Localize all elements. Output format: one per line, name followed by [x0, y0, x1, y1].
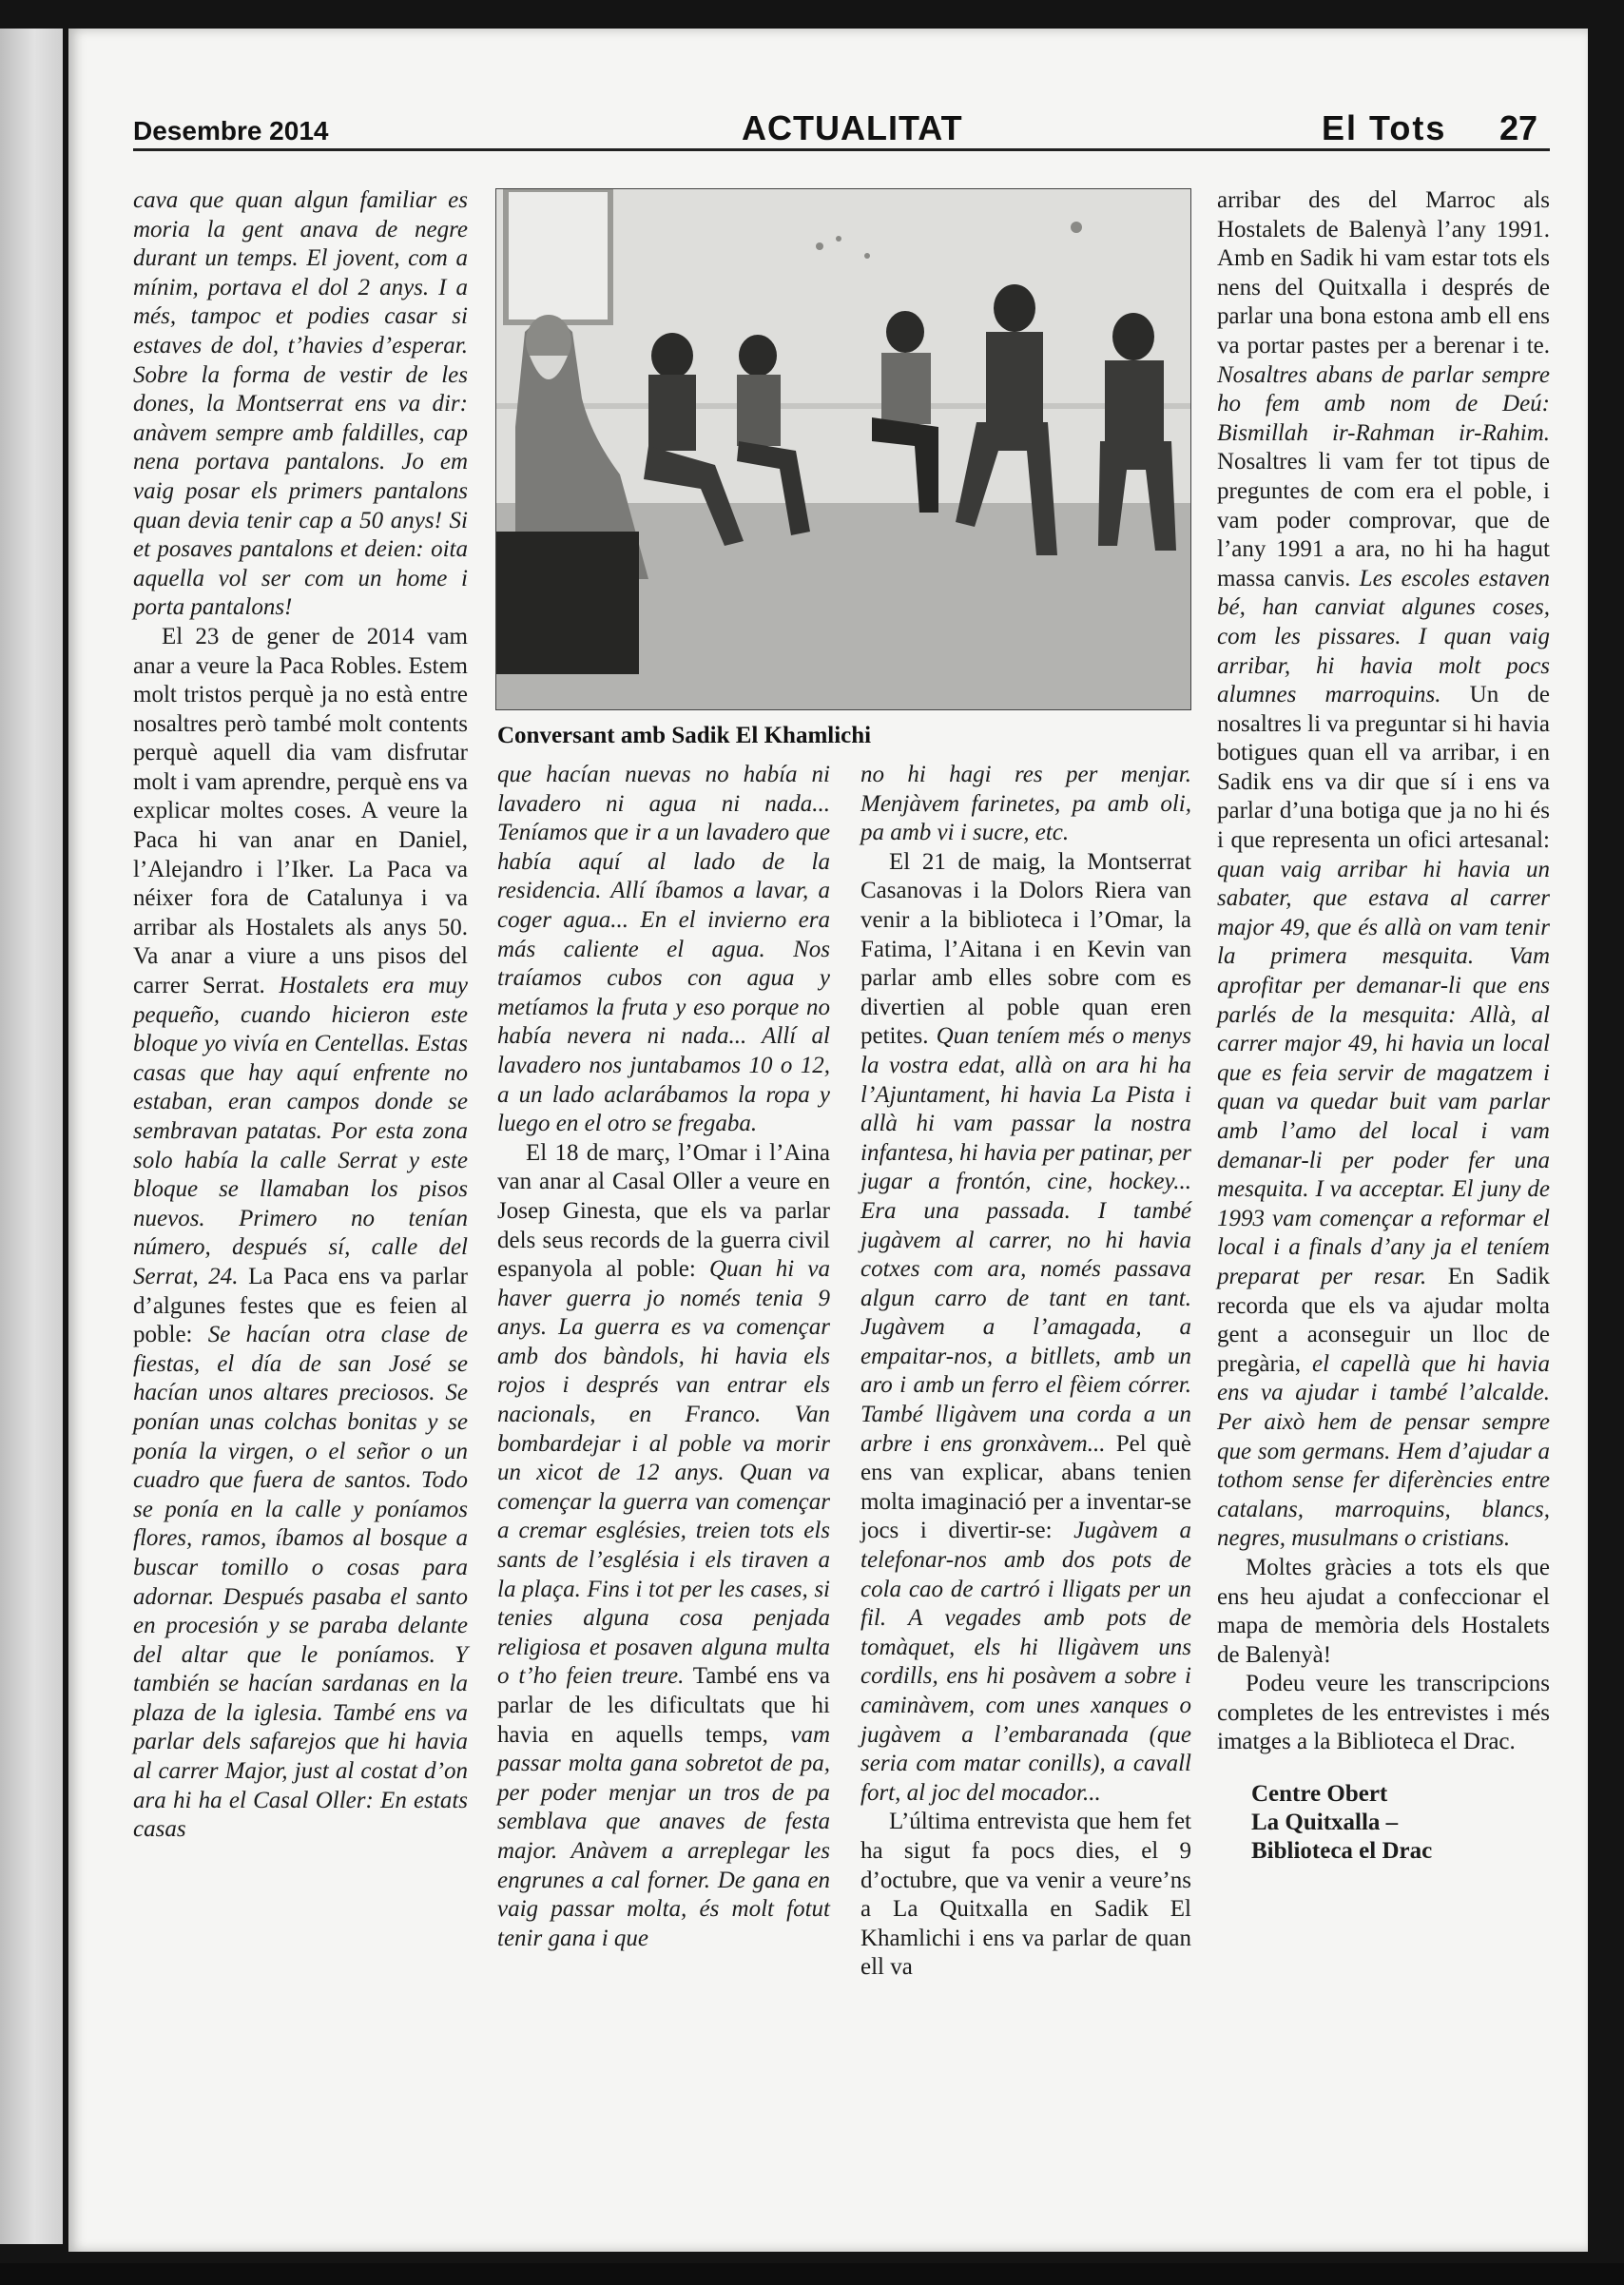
- article-signature: [1217, 1780, 1550, 1866]
- quoted-testimony: Se hacían otra clase de fiestas, el día de san José se hacían unos altares preciosos. Se ponían unas colchas bonitas y se ponía la virgen, o el señor o un cuadro que fuera de santos. Todo se ponía en la calle y poníamos flores, ramos, íbamos al bosque a buscar tomillo o cosas para adornar. Después pasaba el santo en procesión y se paraba delante del altar que le poníamos. Y también se hacían sardanas en la plaza de la iglesia. També ens va parlar dels safarejos que hi havia al carrer Major, just al costat d’on ara hi ha el Casal Oller: En estats casas: [133, 1322, 468, 1843]
- article-paragraph: [1217, 1670, 1550, 1757]
- article-paragraph: [497, 761, 830, 1139]
- article-text: Un de nosaltres li va preguntar si hi havia botigues quan ell va arribar, i en Sadik ens va dir que sí i ens va parlar d’una botiga que ja no hi és i que representa un ofici artesanal:: [1217, 682, 1550, 854]
- article-text: També ens va parlar de les dificultats que hi havia en aquells temps,: [497, 1663, 830, 1748]
- article-text: El 18 de març, l’Omar i l’Aina van anar al Casal Oller a veure en Josep Ginesta, que els va parlar dels seus records de la guerra civil espanyola al poble:: [497, 1139, 830, 1283]
- quoted-testimony: Nosaltres abans de parlar sempre ho fem amb nom de Deú: Bismillah ir-Rahman ir-Rahim.: [1217, 361, 1550, 446]
- article-text: El 23 de gener de 2014 vam anar a veure la Paca Robles. Estem molt tristos perquè ja no està entre nosaltres però també molt contents perquè aquell dia vam disfrutar molt i vam aprendre, perquè ens va explicar moltes coses. A veure la Paca hi van anar en Daniel, l’Alejandro i l’Iker. La Paca va néixer fora de Catalunya i va arribar als Hostalets als anys 50. Va anar a viure a uns pisos del carrer Serrat.: [133, 623, 468, 999]
- article-paragraph: [860, 848, 1191, 1809]
- article-column-4-body: [1217, 186, 1550, 1757]
- quoted-testimony: Les escoles estaven bé, han canviat algunes coses, com les pissares. I quan vaig arribar, hi havia molt pocs alumnes marroquins.: [1217, 565, 1551, 708]
- article-text: Nosaltres li vam fer tot tipus de preguntes de com era el poble, i vam poder comprovar, que de l’any 1991 a ara, no hi ha hagut massa canvis.: [1217, 449, 1550, 591]
- section-title: ACTUALITAT: [742, 108, 963, 147]
- quoted-testimony: vam passar molta gana sobretot de pa, per poder menjar un tros de pa semblava que anaves de festa major. Anàvem a arreplegar les engrunes a cal forner. De gana en vaig passar molta, és molt fotut tenir gana i que: [497, 1721, 830, 1951]
- signature-line: Biblioteca el Drac: [1251, 1838, 1433, 1865]
- quoted-testimony: quan vaig arribar hi havia un sabater, que estava al carrer major 49, que és allà on vam tenir la primera mesquita. Vam aprofitar per demanar-li que ens parlés de la mesquita: Allà, al carrer major 49, hi havia un local que es feia servir de magatzem i quan va quedar buit vam parlar amb l’amo del local i vam demanar-li per poder fer una mesquita. I va acceptar. El juny de 1993 vam començar a reformar el local i a finals d’any ja el teníem preparat per resar.: [1217, 856, 1550, 1289]
- article-paragraph: [497, 1139, 830, 1954]
- page-header: [133, 105, 1550, 152]
- header-rule: [133, 148, 1550, 151]
- quoted-testimony: Jugàvem a telefonar-nos amb dos pots de cola cao de cartró i lligats per un fil. A vegades amb pots de tomàquet, els hi lligàvem uns cordills, ens hi posàvem a sobre i caminàvem, com unes xanques o jugàvem a l’embaranada (que seria com matar conills), a cavall fort, al joc del mocador...: [860, 1518, 1191, 1806]
- article-text: Moltes gràcies a tots els que ens heu ajudat a confeccionar el mapa de memòria dels Hostalets de Balenyà!: [1217, 1554, 1550, 1668]
- article-text: L’última entrevista que hem fet ha sigut fa pocs dies, el 9 d’octubre, que va venir a veure’ns a La Quitxalla en Sadik El Khamlichi i ens va parlar de quan ell va: [860, 1809, 1191, 1981]
- article-column-3: [860, 761, 1191, 1983]
- quoted-testimony: Quan hi va haver guerra jo només tenia 9 anys. La guerra es va començar amb dos bàndols, hi havia els rojos i després van entrar els nacionals, en Franco. Van bombardejar i al poble va morir un xicot de 12 anys. Quan va començar la guerra van començar a cremar esglésies, treien tots els sants de l’església i els tiraven a la plaça. Fins i tot per les cases, si tenies alguna cosa penjada religiosa et posaven alguna multa o t’ho feien treure.: [497, 1256, 830, 1690]
- signature-line: La Quitxalla –: [1251, 1810, 1399, 1836]
- article-text: El 21 de maig, la Montserrat Casanovas i la Dolors Riera van venir a la biblioteca i l’Omar, la Fatima, l’Aitana i en Kevin van parlar amb elles sobre com es divertien al poble quan eren petites.: [860, 848, 1191, 1050]
- signature-line: Centre Obert: [1251, 1781, 1388, 1808]
- issue-date: Desembre 2014: [133, 116, 329, 145]
- quoted-testimony: no hi hagi res per menjar. Menjàvem farinetes, pa amb oli, pa amb vi i sucre, etc.: [860, 762, 1191, 846]
- article-text: Podeu veure les transcripcions completes de les entrevistes i més imatges a la Biblioteca el Drac.: [1217, 1671, 1550, 1755]
- publication-name: El Tots: [1322, 108, 1447, 147]
- article-column-4: [1217, 186, 1550, 1866]
- page-number: 27: [1499, 108, 1538, 147]
- quoted-testimony: Quan teníem més o menys la vostra edat, allà on ara hi ha l’Ajuntament, hi havia La Pista i allà hi vam passar la nostra infantesa, hi havia per patinar, per jugar a frontón, cine, hockey... Era una passada. I també jugàvem al carrer, no hi havia cotxes com ara, només passava algun carro de tant en tant. Jugàvem a l’amagada, a empaitar-nos, a bitllets, amb un aro i amb un ferro el fèiem córrer. També lligàvem una corda a un arbre i ens gronxàvem...: [860, 1023, 1191, 1457]
- quoted-testimony: Hostalets era muy pequeño, cuando hicieron este bloque yo vivía en Centellas. Estas casas que hay aquí enfrente no estaban, eran campos donde se sembravan patatas. Por esta zona solo había la calle Serrat y este bloque se llamaban los pisos nuevos. Primero no tenían número, después sí, calle del Serrat, 24.: [133, 973, 468, 1289]
- article-paragraph: [133, 623, 468, 1845]
- interview-photo: [495, 188, 1191, 710]
- photo-illustration: [496, 189, 1190, 709]
- quoted-testimony: cava que quan algun familiar es moria la gent anava de negre durant un temps. El jovent, com a mínim, portava el dol 2 anys. I a més, tampoc et podies casar si estaves de dol, t’havies d’esperar. Sobre la forma de vestir de les dones, la Montserrat ens va dir: anàvem sempre amb faldilles, cap nena portava pantalons. Jo em vaig posar els primers pantalons quan devia tenir cap a 50 anys! Si et posaves pantalons et deien: oita aquella vol ser com un home i porta pantalons!: [133, 187, 468, 621]
- article-text: Pel què ens van explicar, abans tenien molta imaginació per a inventar-se jocs i divertir-se:: [860, 1430, 1192, 1544]
- article-paragraph: [1217, 1554, 1550, 1670]
- article-text: arribar des del Marroc als Hostalets de Balenyà l’any 1991. Amb en Sadik hi vam estar tots els nens del Quitxalla i després de parlar una bona estona amb ell ens va portar pastes per a berenar i te.: [1217, 187, 1550, 358]
- article-paragraph: [1217, 186, 1550, 1554]
- article-column-1: [133, 186, 468, 1845]
- quoted-testimony: el capellà que hi havia ens va ajudar i també l’alcalde. Per això hem de pensar sempre que som germans. Hem d’ajudar a tothom sense fer diferències entre catalans, marroquins, blancs, negres, musulmans o cristians.: [1217, 1350, 1550, 1552]
- article-column-2: [497, 761, 830, 1953]
- scan-background: [0, 2263, 1624, 2285]
- article-paragraph: [133, 186, 468, 623]
- article-text: La Paca ens va parlar d’algunes festes que es feien al poble:: [133, 1263, 468, 1348]
- photo-caption: Conversant amb Sadik El Khamlichi: [497, 723, 872, 748]
- quoted-testimony: que hacían nuevas no había ni lavadero ni agua ni nada... Teníamos que ir a un lavadero que había aquí al lado de la residencia. Allí íbamos a lavar, a coger agua... En el invierno era más caliente el agua. Nos traíamos cubos con agua y metíamos la fruta y eso porque no había nevera ni nada... Allí al lavadero nos juntabamos 10 o 12, a un lado aclarábamos la ropa y luego en el otro se fregaba.: [497, 762, 830, 1137]
- article-paragraph: [860, 1808, 1191, 1983]
- previous-page-edge: [0, 29, 63, 2244]
- article-text: En Sadik recorda que els va ajudar molta gent a aconseguir un lloc de pregària,: [1217, 1263, 1551, 1377]
- article-paragraph: [860, 761, 1191, 848]
